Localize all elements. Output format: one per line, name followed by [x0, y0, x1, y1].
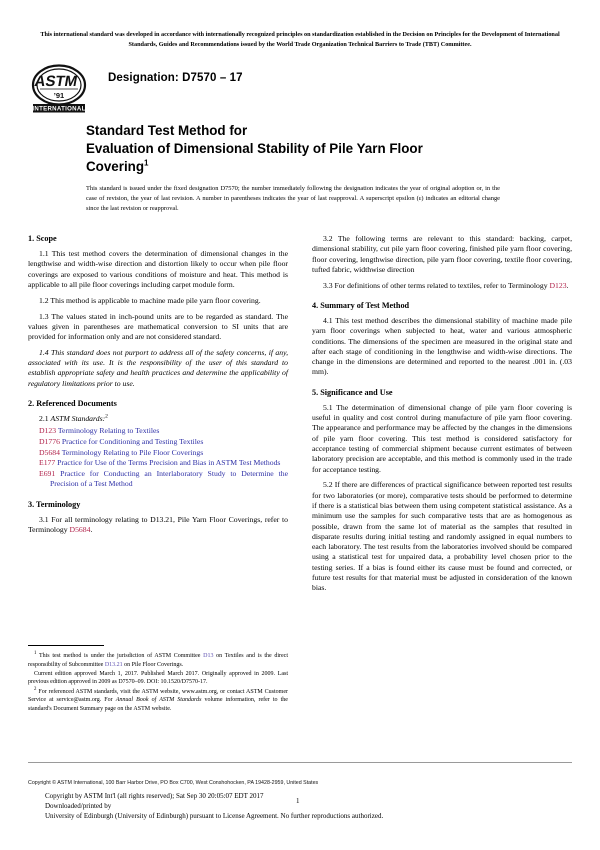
footnote-1-text-b: on Textiles and is the direct responsibility of Subcommittee: [28, 653, 289, 668]
title-line-2: Evaluation of Dimensional Stability of Pile Yarn Floor: [86, 140, 423, 156]
footnote-2-marker: 2: [34, 686, 37, 692]
standard-designation-link[interactable]: E177: [39, 458, 56, 468]
footnote-1-edition-note: Current edition approved March 1, 2017. Published March 2017. Originally approved in 2009. Last previous edition approved in 2009 as D7570–09. DOI: 10.1520/D7570-17.: [28, 670, 288, 686]
paragraph-3-2: 3.2 The following terms are relevant to this standard: backing, carpet, dimensional stability, cut pile yarn floor covering, finished pile yarn floor covering, floor covering, lengthwise direction, pile yarn floor covering, textile floor covering, tufted fabric, widthwise direction: [312, 234, 572, 274]
downloaded-printed-by-label: Downloaded/printed by: [45, 801, 112, 810]
standard-designation-link[interactable]: E691: [39, 469, 56, 479]
paragraph-1-1: 1.1 This test method covers the determination of dimensional changes in the lengthwise and width-wise direction and distortion likely to occur when pile floor coverings are exposed to various conditions of moisture and heat. This method is applicable to all pile floor coverings including carpet module form.: [28, 249, 288, 289]
list-item[interactable]: [39, 458, 288, 468]
right-column: [312, 234, 572, 593]
title-line-1: Standard Test Method for: [86, 123, 248, 138]
astm-standards-subheading: [28, 414, 288, 424]
section-heading-summary: 4. Summary of Test Method: [312, 300, 410, 310]
section-heading-referenced-documents: 2. Referenced Documents: [28, 399, 117, 409]
footnote-2-italic-title: Annual Book of ASTM Standards: [115, 697, 202, 704]
section-heading-terminology: 3. Terminology: [28, 499, 81, 509]
standard-title-link[interactable]: Practice for Use of the Terms Precision and Bias in ASTM Test Methods: [57, 458, 281, 468]
footnotes-block: [28, 652, 288, 714]
subhead-footnote-marker: 2: [105, 413, 108, 420]
list-item[interactable]: [39, 469, 288, 490]
paragraph-3-1-text-before: 3.1 For all terminology relating to D13.21, Pile Yarn Floor Coverings, refer to Terminology: [28, 514, 288, 535]
page-title: [86, 122, 506, 175]
download-copyright-line: Copyright by ASTM Int'l (all rights reserved); Sat Sep 30 20:05:07 EDT 2017: [45, 792, 264, 800]
footnote-1-marker: 1: [34, 651, 37, 656]
standard-title-link[interactable]: Terminology Relating to Pile Floor Coverings: [61, 447, 204, 457]
paragraph-1-4: 1.4 This standard does not purport to address all of the safety concerns, if any, associated with its use. It is the responsibility of the user of this standard to establish appropriate safety and health practices and determine the applicability of regulatory limitations prior to use.: [28, 347, 288, 388]
title-footnote-marker: 1: [144, 158, 149, 168]
paragraph-1-2: 1.2 This method is applicable to machine made pile yarn floor covering.: [39, 295, 261, 305]
footnote-separator: [28, 645, 104, 646]
tbt-notice: This international standard was developed in accordance with internationally recognized principles on standardization established in the Decision on Principles for the Development of International Standards, Guides and Recommendations issued by the World Trade Organization Technical Barriers to Trade (TBT) Committee.: [40, 31, 560, 48]
svg-text:ASTM: ASTM: [33, 73, 79, 90]
astm-logo-icon: [30, 64, 88, 114]
subhead-label: ASTM Standards:: [50, 414, 106, 424]
footer-separator: [28, 762, 572, 763]
paragraph-3-3: [312, 281, 572, 291]
download-info-block: [45, 792, 545, 822]
subhead-number: 2.1: [39, 414, 51, 424]
paragraph-3-1-text-after: .: [90, 525, 93, 535]
paragraph-5-1: 5.1 The determination of dimensional change of pile yarn floor covering is useful in quality and cost control during manufacture of pile yarn floor covering. The appearance and performance may be affected by the changes in the dimensions of pile yarn floor covering. This test method is considered satisfactory for acceptance testing of commercial shipment because current estimates of between laboratory precision are acceptable, and this method is commonly used in the trade for acceptance testing.: [312, 402, 572, 474]
committee-d13-link[interactable]: D13: [203, 653, 214, 659]
svg-text:’91: ’91: [53, 91, 65, 100]
svg-text:INTERNATIONAL: INTERNATIONAL: [32, 105, 86, 113]
terminology-d5684-link[interactable]: D5684: [69, 525, 91, 535]
footnote-1-text-c: on Pile Floor Coverings.: [122, 661, 184, 668]
left-column: [28, 234, 288, 541]
paragraph-3-1: [28, 515, 288, 536]
copyright-notice: Copyright © ASTM International, 100 Barr Harbor Drive, PO Box C700, West Conshohocken, PA 19428-2959, United States: [28, 780, 319, 786]
paragraph-1-3: 1.3 The values stated in inch-pound units are to be regarded as standard. The values given in parentheses are mathematical conversion to SI units that are provided for information only and are not considered standard.: [28, 311, 288, 342]
paragraph-5-2: 5.2 If there are differences of practical significance between reported test results for two laboratories (or more), comparative tests should be performed to determine if there is a statistical bias between them using competent statistical assistance. As a minimum use the samples for such comparative tests that are as homogenous as possible, drawn from the same lot of material as the samples that resulted in disparate results during initial testing and randomly assigned in equal numbers to each laboratory. The test results from the laboratories involved should be compared using a statistical test for unpaired data, a probability level chosen prior to the testing series. If a bias is found either its cause must be found and corrected, or future test results for that material must be adjusted in consideration of the known bias.: [312, 480, 572, 593]
referenced-standards-list: [28, 426, 288, 489]
title-line-3: Covering: [86, 158, 145, 174]
paragraph-3-3-text-after: .: [566, 280, 569, 290]
section-heading-significance: 5. Significance and Use: [312, 387, 393, 397]
footnote-2-text-a: For referenced ASTM standards, visit the ASTM website, www.astm.org, or contact ASTM Customer Service at service@astm.org. For: [28, 688, 288, 704]
section-heading-scope: 1. Scope: [28, 234, 57, 243]
standard-designation-link[interactable]: D123: [39, 426, 57, 436]
standard-designation-link[interactable]: D5684: [39, 447, 60, 457]
issuance-note: This standard is issued under the fixed designation D7570; the number immediately following the designation indicates the year of original adoption or, in the case of revision, the year of last revision. A number in parentheses indicates the year of last reapproval. A superscript epsilon (ε) indicates an editorial change since the last revision or reapproval.: [86, 185, 500, 213]
terminology-d123-link[interactable]: D123: [549, 280, 567, 290]
page-number: 1: [296, 797, 300, 805]
paragraph-4-1: 4.1 This test method describes the dimensional stability of machine made pile yarn floor coverings when subjected to heat, water and various atmospheric conditions. The dimensions of the specimen are measured in the original state and after each stage of conditioning in the lengthwise and width-wise directions. The change in the dimensions are determined and reported to the nearest .001 in. (.03 mm).: [312, 316, 572, 377]
logo-designation-row: [28, 64, 572, 116]
designation-label: Designation: D7570 – 17: [108, 72, 243, 84]
list-item[interactable]: [39, 448, 288, 458]
footnote-1-text-a: This test method is under the jurisdiction of ASTM Committee: [36, 653, 204, 659]
licensee-line: University of Edinburgh (University of Edinburgh) pursuant to License Agreement. No further reproductions authorized.: [45, 811, 384, 820]
list-item[interactable]: [39, 437, 288, 447]
standard-title-link[interactable]: Terminology Relating to Textiles: [57, 426, 160, 436]
list-item[interactable]: [39, 426, 288, 436]
standard-title-link[interactable]: Practice for Conducting an Interlaboratory Study to Determine the Precision of a Test Method: [50, 469, 289, 489]
footnote-1: [28, 652, 288, 669]
standard-designation-link[interactable]: D1776: [39, 437, 60, 447]
footnote-2-text-b: volume information, refer to the standard's Document Summary page on the ASTM website.: [28, 697, 288, 712]
subcommittee-d1321-link[interactable]: D13.21: [104, 661, 123, 668]
footnote-2: [28, 688, 288, 714]
paragraph-3-3-text-before: 3.3 For definitions of other terms related to textiles, refer to Terminology: [323, 280, 550, 290]
standard-title-link[interactable]: Practice for Conditioning and Testing Textiles: [61, 437, 204, 447]
